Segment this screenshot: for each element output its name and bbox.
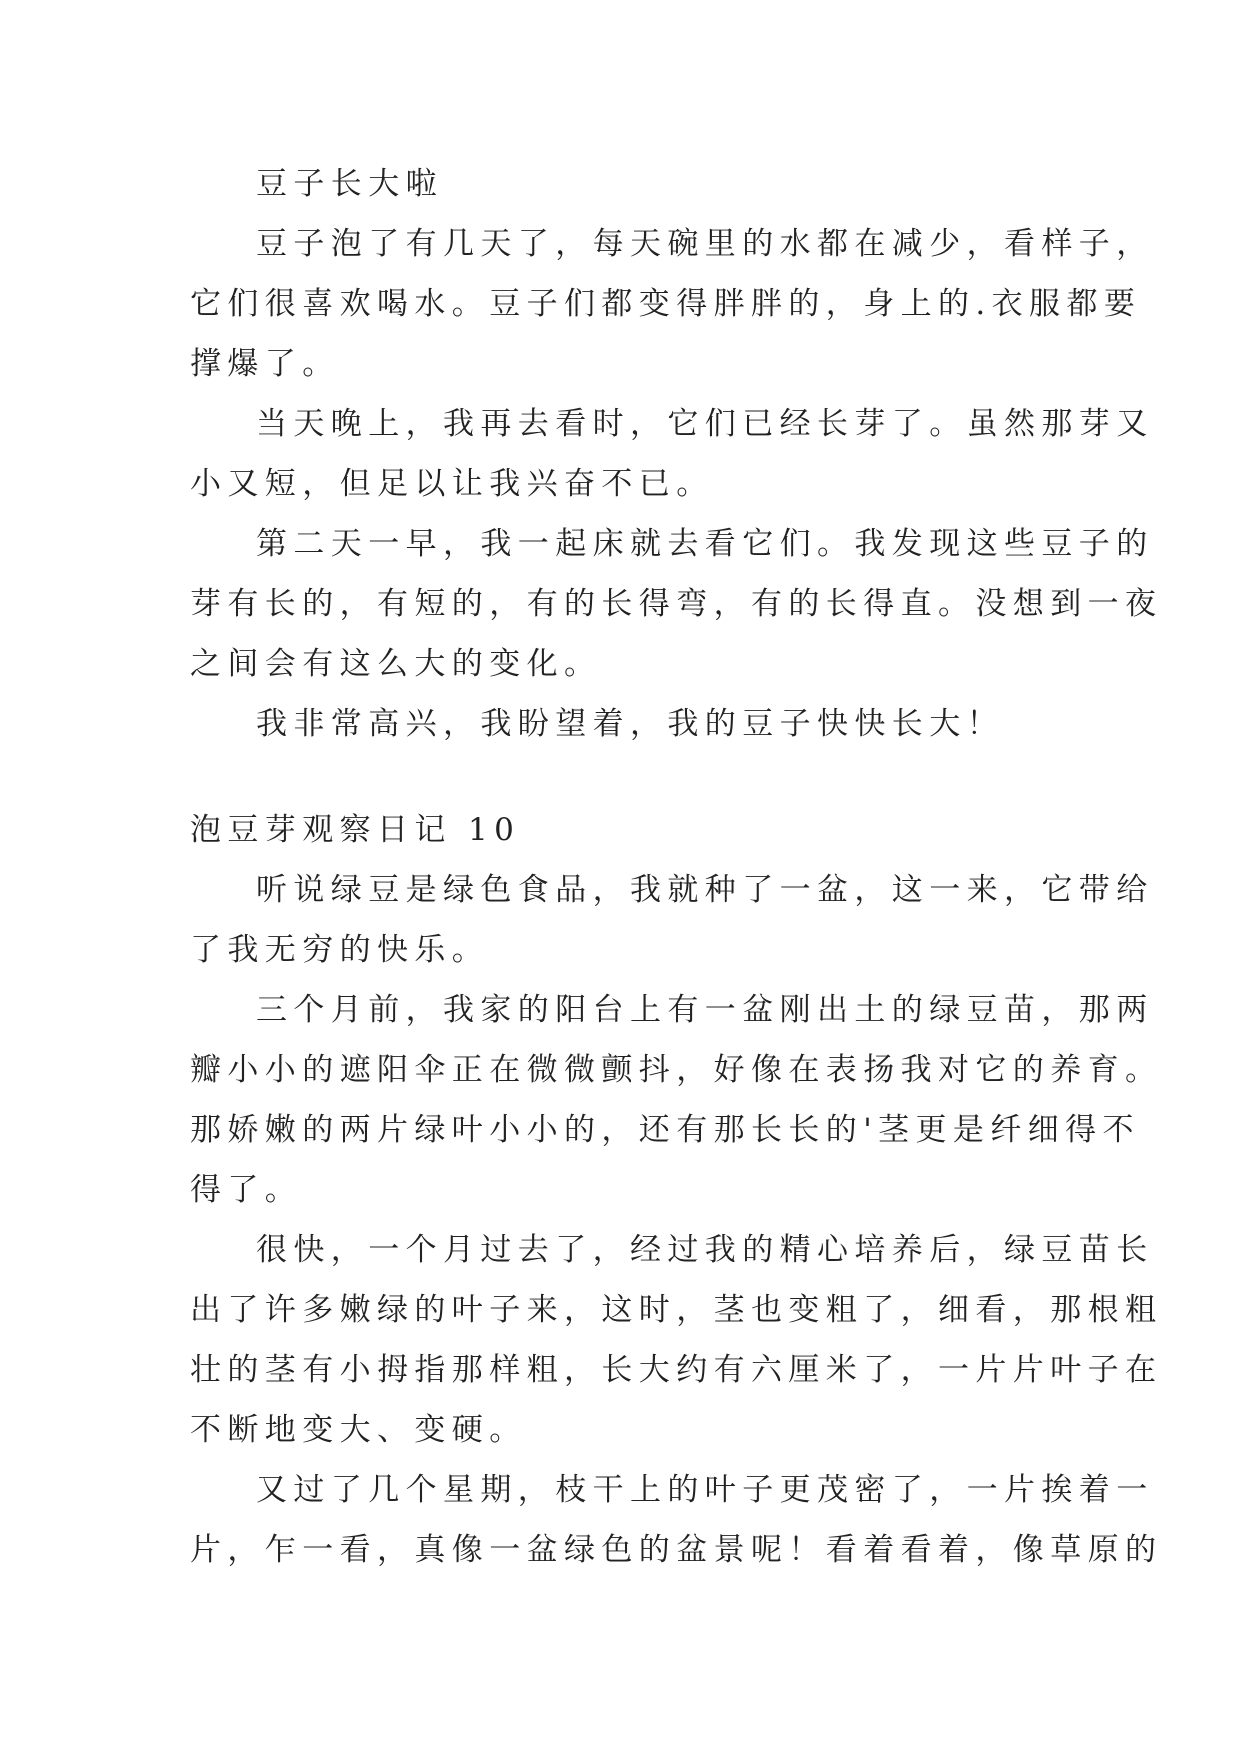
paragraph-line: 那娇嫩的两片绿叶小小的，还有那长长的'茎更是纤细得不: [190, 1112, 1140, 1148]
section-title: 豆子长大啦: [256, 166, 443, 202]
paragraph-line: 不断地变大、变硬。: [190, 1412, 527, 1448]
paragraph-line: 芽有长的，有短的，有的长得弯，有的长得直。没想到一夜: [190, 586, 1163, 622]
paragraph-line: 很快，一个月过去了，经过我的精心培养后，绿豆苗长: [256, 1232, 1154, 1268]
paragraph-line: 又过了几个星期，枝干上的叶子更茂密了，一片挨着一: [256, 1472, 1154, 1508]
paragraph-line: 当天晚上，我再去看时，它们已经长芽了。虽然那芽又: [256, 406, 1154, 442]
paragraph-line: 撑爆了。: [190, 346, 340, 382]
paragraph-line: 了我无穷的快乐。: [190, 932, 490, 968]
paragraph-line: 出了许多嫩绿的叶子来，这时，茎也变粗了，细看，那根粗: [190, 1292, 1163, 1328]
paragraph-line: 它们很喜欢喝水。豆子们都变得胖胖的，身上的.衣服都要: [190, 286, 1142, 322]
paragraph-line: 我非常高兴，我盼望着，我的豆子快快长大！: [256, 706, 1004, 742]
paragraph-line: 三个月前，我家的阳台上有一盆刚出土的绿豆苗，那两: [256, 992, 1154, 1028]
paragraph-line: 听说绿豆是绿色食品，我就种了一盆，这一来，它带给: [256, 872, 1154, 908]
paragraph-line: 第二天一早，我一起床就去看它们。我发现这些豆子的: [256, 526, 1154, 562]
paragraph-line: 之间会有这么大的变化。: [190, 646, 602, 682]
paragraph-line: 小又短，但足以让我兴奋不已。: [190, 466, 714, 502]
paragraph-line: 瓣小小的遮阳伞正在微微颤抖，好像在表扬我对它的养育。: [190, 1052, 1163, 1088]
paragraph-line: 片，乍一看，真像一盆绿色的盆景呢！看着看着，像草原的: [190, 1532, 1163, 1568]
paragraph-line: 得了。: [190, 1172, 303, 1208]
section-title: 泡豆芽观察日记 10: [190, 812, 521, 848]
paragraph-line: 豆子泡了有几天了，每天碗里的水都在减少，看样子，: [256, 226, 1154, 262]
paragraph-line: 壮的茎有小拇指那样粗，长大约有六厘米了，一片片叶子在: [190, 1352, 1163, 1388]
